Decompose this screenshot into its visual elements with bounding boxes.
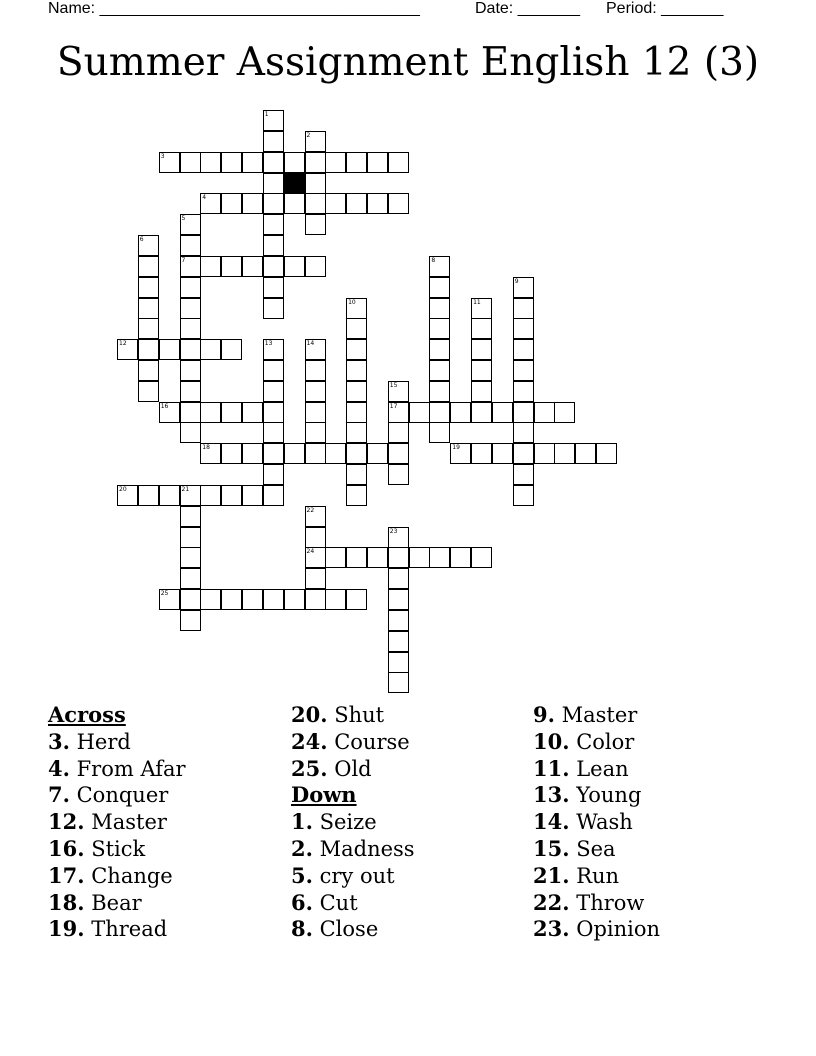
crossword-cell[interactable] xyxy=(263,589,284,610)
crossword-cell[interactable] xyxy=(159,152,180,173)
clue-number: 8 xyxy=(431,256,436,264)
crossword-cell[interactable] xyxy=(388,193,409,214)
clue-number-label: 8. xyxy=(291,916,313,942)
crossword-cell[interactable] xyxy=(180,360,201,381)
crossword-cell[interactable] xyxy=(180,152,201,173)
clue-item xyxy=(533,916,660,943)
clue-number-label: 3. xyxy=(48,728,70,754)
clue-number: 7 xyxy=(181,256,186,264)
clue-item xyxy=(48,863,186,890)
crossword-cell[interactable] xyxy=(305,152,326,173)
crossword-cell[interactable] xyxy=(305,381,326,402)
clue-number-label: 9. xyxy=(533,702,555,727)
clue-text: Master xyxy=(554,703,638,727)
crossword-cell[interactable] xyxy=(242,485,263,506)
clue-number-label: 11. xyxy=(533,755,570,781)
crossword-cell[interactable] xyxy=(263,152,284,173)
crossword-cell[interactable] xyxy=(388,631,409,652)
crossword-cell[interactable] xyxy=(471,547,492,568)
clue-item xyxy=(48,782,186,809)
clue-column-3 xyxy=(533,702,660,943)
clue-text: Seize xyxy=(312,810,377,835)
clue-text: Lean xyxy=(569,756,629,781)
crossword-cell[interactable] xyxy=(263,110,284,131)
crossword-cell[interactable] xyxy=(346,381,367,402)
clue-text: Cut xyxy=(312,890,358,915)
crossword-cell[interactable] xyxy=(346,193,367,214)
crossword-cell[interactable] xyxy=(221,589,242,610)
clue-item xyxy=(291,729,415,756)
crossword-cell[interactable] xyxy=(263,277,284,298)
crossword-cell[interactable] xyxy=(492,443,513,464)
crossword-cell[interactable] xyxy=(429,318,450,339)
crossword-cell[interactable] xyxy=(138,235,159,256)
crossword-cell[interactable] xyxy=(367,443,388,464)
crossword-cell[interactable] xyxy=(263,485,284,506)
clue-number: 6 xyxy=(139,236,144,243)
crossword-cell[interactable] xyxy=(180,568,201,589)
crossword-cell[interactable] xyxy=(513,339,534,360)
crossword-cell[interactable] xyxy=(305,256,326,277)
crossword-cell[interactable] xyxy=(159,485,180,506)
crossword-cell[interactable] xyxy=(263,422,284,443)
crossword-cell[interactable] xyxy=(325,589,346,610)
crossword-cell[interactable] xyxy=(305,402,326,423)
clue-text: Master xyxy=(84,810,167,835)
crossword-cell[interactable] xyxy=(513,402,534,423)
clue-number: 10 xyxy=(348,298,356,306)
clue-number: 17 xyxy=(389,402,398,410)
crossword-cell[interactable] xyxy=(513,422,534,443)
crossword-cell[interactable] xyxy=(242,152,263,173)
clue-text: Change xyxy=(84,863,173,888)
clue-number-label: 18. xyxy=(48,889,85,915)
crossword-cell[interactable] xyxy=(388,610,409,631)
clue-number: 3 xyxy=(160,152,165,160)
clue-number: 16 xyxy=(160,402,169,410)
crossword-cell[interactable] xyxy=(180,277,201,298)
crossword-cell[interactable] xyxy=(346,547,367,568)
clue-text: Opinion xyxy=(569,917,661,942)
clue-text: Sea xyxy=(569,836,616,861)
crossword-cell[interactable] xyxy=(117,339,138,360)
crossword-cell[interactable] xyxy=(346,339,367,360)
crossword-cell[interactable] xyxy=(305,360,326,381)
clue-section-heading: Down xyxy=(291,782,357,808)
crossword-cell[interactable] xyxy=(429,339,450,360)
clue-text: Run xyxy=(569,863,620,888)
crossword-cell[interactable] xyxy=(200,402,221,423)
clue-number: 13 xyxy=(264,340,273,348)
clue-number: 22 xyxy=(306,506,315,514)
crossword-cell[interactable] xyxy=(221,193,242,214)
crossword-cell[interactable] xyxy=(242,402,263,423)
clue-text: Conquer xyxy=(69,783,169,808)
crossword-cell[interactable] xyxy=(388,547,409,568)
crossword-cell[interactable] xyxy=(180,235,201,256)
clue-number: 18 xyxy=(202,444,210,452)
clue-number: 20 xyxy=(119,485,127,493)
clue-item xyxy=(533,836,660,863)
crossword-cell[interactable] xyxy=(284,256,305,277)
clue-number-label: 14. xyxy=(533,809,570,835)
clue-number: 4 xyxy=(202,194,207,202)
clue-item xyxy=(291,863,415,890)
crossword-cell[interactable] xyxy=(138,256,159,277)
clue-number: 21 xyxy=(181,485,190,493)
crossword-cell[interactable] xyxy=(242,589,263,610)
crossword-cell[interactable] xyxy=(513,298,534,319)
clue-text: Course xyxy=(327,729,410,754)
crossword-cell[interactable] xyxy=(325,547,346,568)
crossword-cell[interactable] xyxy=(305,568,326,589)
clue-number-label: 22. xyxy=(533,889,570,915)
crossword-cell[interactable] xyxy=(263,193,284,214)
crossword-cell[interactable] xyxy=(429,547,450,568)
crossword-cell[interactable] xyxy=(346,402,367,423)
crossword-cell[interactable] xyxy=(471,318,492,339)
crossword-cell[interactable] xyxy=(305,173,326,194)
clue-column-2 xyxy=(291,702,415,943)
crossword-cell[interactable] xyxy=(325,193,346,214)
crossword-cell[interactable] xyxy=(180,381,201,402)
crossword-cell[interactable] xyxy=(138,339,159,360)
clue-number-label: 12. xyxy=(48,809,85,835)
crossword-cell[interactable] xyxy=(367,152,388,173)
clue-number-label: 24. xyxy=(291,728,328,754)
crossword-cell[interactable] xyxy=(429,256,450,277)
clue-item xyxy=(291,916,415,943)
crossword-cell[interactable] xyxy=(305,131,326,152)
crossword-cell[interactable] xyxy=(450,443,471,464)
date-field[interactable]: Date: _______ xyxy=(475,0,580,17)
crossword-cell[interactable] xyxy=(305,339,326,360)
crossword-cell[interactable] xyxy=(180,339,201,360)
crossword-cell[interactable] xyxy=(554,443,575,464)
clue-text: Thread xyxy=(84,917,168,942)
clue-item xyxy=(533,702,660,729)
clue-text: Throw xyxy=(569,890,645,915)
clue-text: Young xyxy=(569,783,642,808)
clue-number: 24 xyxy=(306,548,315,556)
crossword-cell[interactable] xyxy=(450,402,471,423)
clue-item xyxy=(291,809,415,836)
crossword-cell[interactable] xyxy=(346,485,367,506)
crossword-cell[interactable] xyxy=(513,277,534,298)
name-field[interactable]: Name: ____________________________________ xyxy=(48,0,420,17)
crossword-cell[interactable] xyxy=(263,381,284,402)
crossword-cell[interactable] xyxy=(180,485,201,506)
clue-text: Bear xyxy=(84,890,142,915)
crossword-cell[interactable] xyxy=(513,381,534,402)
crossword-cell[interactable] xyxy=(221,402,242,423)
crossword-cell[interactable] xyxy=(346,152,367,173)
crossword-cell[interactable] xyxy=(180,422,201,443)
crossword-cell[interactable] xyxy=(305,193,326,214)
clue-text: Old xyxy=(327,756,372,781)
crossword-cell[interactable] xyxy=(450,547,471,568)
crossword-cell[interactable] xyxy=(159,402,180,423)
clue-item xyxy=(48,756,186,783)
crossword-cell[interactable] xyxy=(388,464,409,485)
crossword-cell[interactable] xyxy=(471,381,492,402)
crossword-cell[interactable] xyxy=(388,568,409,589)
crossword-cell[interactable] xyxy=(429,277,450,298)
clue-number: 25 xyxy=(160,590,169,598)
crossword-cell[interactable] xyxy=(138,298,159,319)
clue-number: 19 xyxy=(452,444,460,452)
crossword-cell[interactable] xyxy=(305,443,326,464)
crossword-cell[interactable] xyxy=(138,277,159,298)
clue-text: Shut xyxy=(327,703,385,727)
clue-number-label: 21. xyxy=(533,862,570,888)
crossword-cell[interactable] xyxy=(513,464,534,485)
crossword-cell[interactable] xyxy=(180,298,201,319)
clue-number-label: 6. xyxy=(291,889,313,915)
clue-text: Herd xyxy=(69,729,131,754)
crossword-cell[interactable] xyxy=(242,256,263,277)
crossword-cell[interactable] xyxy=(388,672,409,693)
crossword-cell[interactable] xyxy=(429,402,450,423)
crossword-cell[interactable] xyxy=(263,402,284,423)
crossword-cell[interactable] xyxy=(367,547,388,568)
crossword-cell[interactable] xyxy=(471,402,492,423)
clue-item xyxy=(291,756,415,783)
crossword-cell[interactable] xyxy=(180,506,201,527)
crossword-cell[interactable] xyxy=(180,610,201,631)
clue-number-label: 19. xyxy=(48,916,85,942)
black-cell xyxy=(284,173,305,194)
crossword-cell[interactable] xyxy=(409,402,430,423)
clue-number: 14 xyxy=(306,340,315,348)
crossword-cell[interactable] xyxy=(180,402,201,423)
crossword-cell[interactable] xyxy=(346,422,367,443)
crossword-cell[interactable] xyxy=(200,193,221,214)
clue-number: 12 xyxy=(119,340,127,348)
clue-number-label: 7. xyxy=(48,782,70,808)
crossword-cell[interactable] xyxy=(388,402,409,423)
crossword-cell[interactable] xyxy=(263,131,284,152)
crossword-cell[interactable] xyxy=(305,589,326,610)
crossword-cell[interactable] xyxy=(221,443,242,464)
crossword-cell[interactable] xyxy=(263,256,284,277)
clue-number-label: 13. xyxy=(533,782,570,808)
clue-text: Madness xyxy=(312,836,415,861)
crossword-cell[interactable] xyxy=(284,443,305,464)
clue-text: Color xyxy=(569,729,635,754)
crossword-cell[interactable] xyxy=(513,318,534,339)
crossword-cell[interactable] xyxy=(200,485,221,506)
crossword-cell[interactable] xyxy=(180,589,201,610)
clue-number-label: 20. xyxy=(291,702,328,727)
clue-item xyxy=(533,809,660,836)
clue-text: Stick xyxy=(84,836,146,861)
crossword-cell[interactable] xyxy=(346,464,367,485)
clue-number-label: 2. xyxy=(291,835,313,861)
crossword-cell[interactable] xyxy=(221,256,242,277)
crossword-cell[interactable] xyxy=(263,360,284,381)
clue-number: 23 xyxy=(389,527,398,535)
clue-item xyxy=(533,890,660,917)
clue-item xyxy=(533,756,660,783)
crossword-cell[interactable] xyxy=(409,547,430,568)
crossword-cell[interactable] xyxy=(221,485,242,506)
clue-text: Wash xyxy=(569,810,633,835)
crossword-cell[interactable] xyxy=(138,381,159,402)
clue-item xyxy=(291,890,415,917)
crossword-cell[interactable] xyxy=(242,443,263,464)
crossword-cell[interactable] xyxy=(284,589,305,610)
crossword-cell[interactable] xyxy=(534,443,555,464)
crossword-cell[interactable] xyxy=(429,381,450,402)
crossword-cell[interactable] xyxy=(346,589,367,610)
clue-number-label: 4. xyxy=(48,755,70,781)
crossword-cell[interactable] xyxy=(263,339,284,360)
crossword-cell[interactable] xyxy=(263,173,284,194)
crossword-cell[interactable] xyxy=(367,193,388,214)
clue-column-1 xyxy=(48,702,186,943)
crossword-cell[interactable] xyxy=(534,402,555,423)
crossword-cell[interactable] xyxy=(388,589,409,610)
crossword-cell[interactable] xyxy=(221,339,242,360)
crossword-cell[interactable] xyxy=(575,443,596,464)
clue-item xyxy=(291,836,415,863)
crossword-cell[interactable] xyxy=(263,298,284,319)
clue-number-label: 15. xyxy=(533,835,570,861)
crossword-cell[interactable] xyxy=(388,422,409,443)
crossword-cell[interactable] xyxy=(305,506,326,527)
crossword-cell[interactable] xyxy=(242,193,263,214)
crossword-cell[interactable] xyxy=(513,360,534,381)
crossword-cell[interactable] xyxy=(513,443,534,464)
crossword-cell[interactable] xyxy=(346,443,367,464)
clue-number: 2 xyxy=(306,131,311,139)
clue-item xyxy=(291,702,415,729)
clue-number-label: 10. xyxy=(533,728,570,754)
crossword-cell[interactable] xyxy=(388,443,409,464)
crossword-cell[interactable] xyxy=(554,402,575,423)
clue-number-label: 25. xyxy=(291,755,328,781)
clue-number: 15 xyxy=(389,381,398,389)
clue-section-heading: Across xyxy=(48,702,126,727)
clue-number: 9 xyxy=(514,277,519,285)
clue-item xyxy=(48,836,186,863)
crossword-cell[interactable] xyxy=(138,318,159,339)
clue-item xyxy=(533,863,660,890)
crossword-cell[interactable] xyxy=(180,547,201,568)
clue-number: 1 xyxy=(264,111,269,118)
crossword-cell[interactable] xyxy=(200,152,221,173)
crossword-cell[interactable] xyxy=(200,589,221,610)
crossword-cell[interactable] xyxy=(221,152,242,173)
clue-text: Close xyxy=(312,917,379,942)
crossword-cell[interactable] xyxy=(471,339,492,360)
crossword-cell[interactable] xyxy=(138,485,159,506)
crossword-cell[interactable] xyxy=(200,339,221,360)
crossword-cell[interactable] xyxy=(346,360,367,381)
crossword-cell[interactable] xyxy=(346,318,367,339)
crossword-cell[interactable] xyxy=(325,443,346,464)
crossword-cell[interactable] xyxy=(263,235,284,256)
clue-item xyxy=(533,729,660,756)
clue-number: 11 xyxy=(473,298,481,306)
crossword-cell[interactable] xyxy=(305,527,326,548)
crossword-cell[interactable] xyxy=(513,485,534,506)
crossword-cell[interactable] xyxy=(284,152,305,173)
crossword-cell[interactable] xyxy=(159,339,180,360)
clue-number-label: 1. xyxy=(291,809,313,835)
clue-number: 5 xyxy=(181,215,186,223)
crossword-cell[interactable] xyxy=(305,422,326,443)
crossword-cell[interactable] xyxy=(263,443,284,464)
clue-item xyxy=(48,916,186,943)
clue-item xyxy=(533,782,660,809)
crossword-cell[interactable] xyxy=(138,360,159,381)
clue-text: From Afar xyxy=(69,756,186,781)
crossword-cell[interactable] xyxy=(180,318,201,339)
crossword-cell[interactable] xyxy=(388,527,409,548)
crossword-cell[interactable] xyxy=(117,485,138,506)
crossword-cell[interactable] xyxy=(263,464,284,485)
crossword-cell[interactable] xyxy=(471,443,492,464)
clue-item xyxy=(48,729,186,756)
clue-number-label: 23. xyxy=(533,916,570,942)
crossword-cell[interactable] xyxy=(200,256,221,277)
clue-number-label: 16. xyxy=(48,835,85,861)
crossword-cell[interactable] xyxy=(284,193,305,214)
crossword-cell[interactable] xyxy=(263,214,284,235)
crossword-cell[interactable] xyxy=(305,214,326,235)
clue-number-label: 17. xyxy=(48,862,85,888)
clue-text: cry out xyxy=(312,863,395,888)
crossword-cell[interactable] xyxy=(388,652,409,673)
clue-item xyxy=(48,890,186,917)
period-field[interactable]: Period: _______ xyxy=(606,0,724,17)
crossword-cell[interactable] xyxy=(388,152,409,173)
crossword-cell[interactable] xyxy=(596,443,617,464)
crossword-cell[interactable] xyxy=(429,298,450,319)
clue-item xyxy=(48,809,186,836)
crossword-cell[interactable] xyxy=(180,214,201,235)
crossword-cell[interactable] xyxy=(180,527,201,548)
crossword-cell[interactable] xyxy=(429,422,450,443)
crossword-cell[interactable] xyxy=(492,402,513,423)
crossword-cell[interactable] xyxy=(388,381,409,402)
crossword-cell[interactable] xyxy=(325,152,346,173)
crossword-cell[interactable] xyxy=(471,298,492,319)
crossword-cell[interactable] xyxy=(200,443,221,464)
crossword-cell[interactable] xyxy=(429,360,450,381)
crossword-cell[interactable] xyxy=(471,360,492,381)
crossword-cell[interactable] xyxy=(305,547,326,568)
crossword-cell[interactable] xyxy=(159,589,180,610)
clue-number-label: 5. xyxy=(291,862,313,888)
crossword-cell[interactable] xyxy=(346,298,367,319)
crossword-cell[interactable] xyxy=(180,256,201,277)
page-title: Summer Assignment English 12 (3) xyxy=(56,40,760,85)
